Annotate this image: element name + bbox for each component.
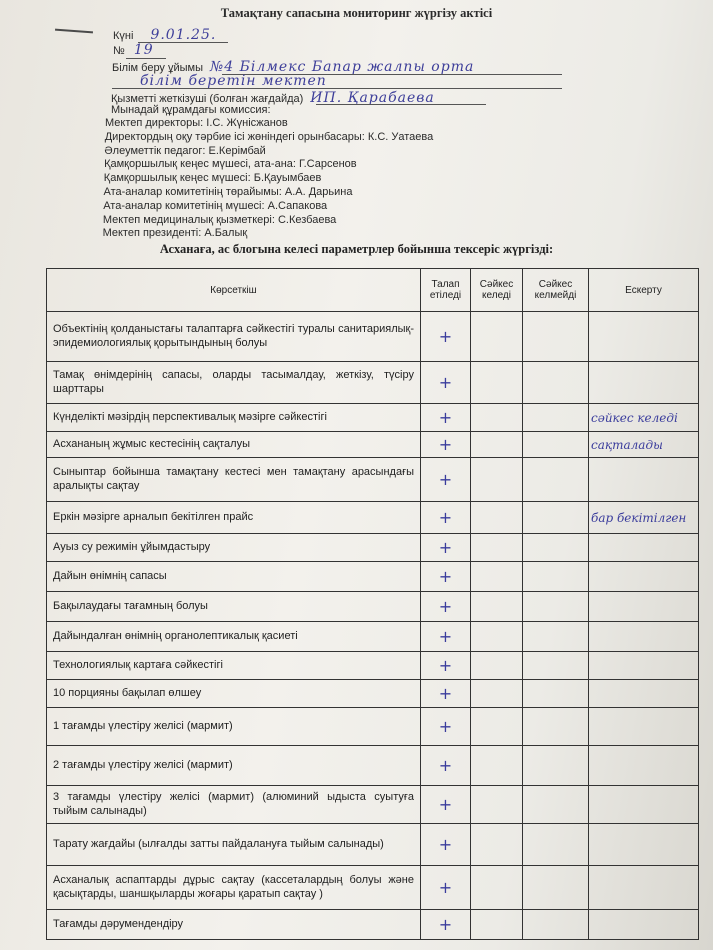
- required-mark: +: [421, 502, 471, 534]
- compliant-cell: [471, 866, 523, 910]
- criterion-cell: Күнделікті мәзірдің перспективалық мәзірге сәйкестігі: [47, 404, 421, 432]
- criterion-cell: Еркін мәзірге арналып бекітілген прайс: [47, 502, 421, 534]
- note-cell: [589, 312, 699, 362]
- table-row: [47, 622, 699, 652]
- table-row: [47, 746, 699, 786]
- noncompliant-cell: [523, 432, 589, 458]
- note-cell: [589, 824, 699, 866]
- supplier-underline: [316, 104, 486, 105]
- noncompliant-cell: [523, 680, 589, 708]
- required-mark: +: [421, 910, 471, 940]
- compliant-cell: [471, 824, 523, 866]
- note-cell: [589, 592, 699, 622]
- supplier-value: ИП. Қарабаева: [310, 90, 435, 106]
- school-value-1: №4 Білмекс Бапар жалпы орта: [210, 59, 475, 75]
- compliant-cell: [471, 362, 523, 404]
- required-mark: +: [421, 312, 471, 362]
- date-line: [113, 27, 216, 43]
- note-cell: [589, 622, 699, 652]
- table-row: [47, 458, 699, 502]
- required-mark: +: [421, 562, 471, 592]
- noncompliant-cell: [523, 746, 589, 786]
- criterion-cell: Ауыз су режимін ұйымдастыру: [47, 534, 421, 562]
- commission-member: Әлеуметтік педагог: Е.Керімбай: [104, 144, 266, 157]
- noncompliant-cell: [523, 652, 589, 680]
- required-mark: +: [421, 458, 471, 502]
- required-mark: +: [421, 824, 471, 866]
- header-required: Талап етіледі: [421, 269, 471, 312]
- compliant-cell: [471, 312, 523, 362]
- note-cell: [589, 910, 699, 940]
- required-mark: +: [421, 680, 471, 708]
- commission-member: Қамқоршылық кеңес мүшесі: Б.Қауымбаев: [103, 172, 322, 185]
- compliant-cell: [471, 432, 523, 458]
- table-row: [47, 502, 699, 534]
- required-mark: +: [421, 534, 471, 562]
- note-cell: [589, 786, 699, 824]
- note-cell: сәйкес келеді: [589, 404, 699, 432]
- noncompliant-cell: [523, 458, 589, 502]
- noncompliant-cell: [523, 502, 589, 534]
- table-row: [47, 652, 699, 680]
- supplier-label: Қызметті жеткізуші (болған жағдайда): [111, 93, 304, 105]
- header-noncompliant: Сәйкес келмейді: [523, 269, 589, 312]
- criterion-cell: Тамақ өнімдерінің сапасы, оларды тасымалдау, жеткізу, түсіру шарттары: [47, 362, 421, 404]
- school-line-2: [140, 73, 327, 89]
- note-cell: [589, 746, 699, 786]
- noncompliant-cell: [523, 622, 589, 652]
- document-title: Тамақтану сапасына мониторинг жүргізу актісі: [220, 6, 493, 20]
- criterion-cell: Сыныптар бойынша тамақтану кестесі мен тамақтану арасындағы аралықты сақтау: [47, 458, 421, 502]
- criterion-cell: 1 тағамды үлестіру желісі (мармит): [47, 708, 421, 746]
- table-row: [47, 592, 699, 622]
- compliant-cell: [471, 458, 523, 502]
- handwritten-dash: [55, 29, 93, 34]
- note-cell: бар бекітілген: [589, 502, 699, 534]
- table-row: [47, 432, 699, 458]
- commission-member: Директордың оқу тәрбие ісі жөніндегі орынбасары: К.С. Уатаева: [104, 130, 434, 143]
- required-mark: +: [421, 866, 471, 910]
- date-value: 9.01.25.: [150, 27, 217, 43]
- table-row: [47, 312, 699, 362]
- commission-member: Қамқоршылық кеңес мүшесі, ата-ана: Г.Сарсенов: [104, 158, 357, 171]
- table-row: [47, 534, 699, 562]
- criterion-cell: Тағамды дәрумендендіру: [47, 910, 421, 940]
- criterion-cell: Тарату жағдайы (ылғалды затты пайдалануға тыйым салынады): [47, 824, 421, 866]
- note-cell: [589, 708, 699, 746]
- table-row: [47, 786, 699, 824]
- required-mark: +: [421, 362, 471, 404]
- table-row: [47, 562, 699, 592]
- required-mark: +: [421, 432, 471, 458]
- note-cell: [589, 866, 699, 910]
- note-cell: [589, 534, 699, 562]
- number-label: №: [113, 45, 125, 57]
- commission-intro: Мынадай құрамдағы комиссия:: [111, 104, 271, 116]
- table-row: [47, 824, 699, 866]
- compliant-cell: [471, 652, 523, 680]
- criterion-cell: Дайындалған өнімнің органолептикалық қасиеті: [47, 622, 421, 652]
- required-mark: +: [421, 746, 471, 786]
- table-row: [47, 680, 699, 708]
- commission-member: Ата-аналар комитетінің мүшесі: А.Сапакова: [103, 199, 328, 212]
- table-header-row: [47, 269, 699, 312]
- noncompliant-cell: [523, 404, 589, 432]
- required-mark: +: [421, 592, 471, 622]
- commission-member: Мектеп директоры: І.С. Жүнісжанов: [105, 117, 288, 129]
- date-label: Күні: [113, 30, 134, 42]
- criterion-cell: 10 порцияны бақылап өлшеу: [47, 680, 421, 708]
- table-caption: Асханаға, ас блогына келесі параметрлер бойынша тексеріс жүргізді:: [159, 242, 554, 256]
- commission-member: Мектеп президенті: А.Балық: [102, 227, 248, 240]
- note-cell: [589, 458, 699, 502]
- compliant-cell: [471, 592, 523, 622]
- table-row: [47, 910, 699, 940]
- noncompliant-cell: [523, 910, 589, 940]
- required-mark: +: [421, 786, 471, 824]
- compliant-cell: [471, 502, 523, 534]
- compliant-cell: [471, 786, 523, 824]
- table-row: [47, 708, 699, 746]
- noncompliant-cell: [523, 312, 589, 362]
- criterion-cell: Асханалық аспаптарды дұрыс сақтау (кассеталардың болуы және қасықтарды, шаншқыларды жоғары қаратып сақтау ): [47, 866, 421, 910]
- noncompliant-cell: [523, 592, 589, 622]
- required-mark: +: [421, 708, 471, 746]
- required-mark: +: [421, 404, 471, 432]
- compliant-cell: [471, 708, 523, 746]
- criterion-cell: 2 тағамды үлестіру желісі (мармит): [47, 746, 421, 786]
- table-row: [47, 362, 699, 404]
- compliant-cell: [471, 746, 523, 786]
- criterion-cell: 3 тағамды үлестіру желісі (мармит) (алюминий ыдыста суытуға тыйым салынады): [47, 786, 421, 824]
- header-note: Ескерту: [589, 269, 699, 312]
- note-cell: [589, 362, 699, 404]
- note-cell: [589, 562, 699, 592]
- note-cell: [589, 652, 699, 680]
- noncompliant-cell: [523, 866, 589, 910]
- criterion-cell: Бақылаудағы тағамның болуы: [47, 592, 421, 622]
- noncompliant-cell: [523, 534, 589, 562]
- commission-member: Ата-аналар комитетінің төрайымы: А.А. Дарьина: [103, 186, 353, 198]
- table-row: [47, 866, 699, 910]
- noncompliant-cell: [523, 708, 589, 746]
- note-cell: сақталады: [589, 432, 699, 458]
- inspection-table: [46, 268, 699, 940]
- criterion-cell: Асхананың жұмыс кестесінің сақталуы: [47, 432, 421, 458]
- header-compliant: Сәйкес келеді: [471, 269, 523, 312]
- compliant-cell: [471, 622, 523, 652]
- compliant-cell: [471, 680, 523, 708]
- note-cell: [589, 680, 699, 708]
- criterion-cell: Объектінің қолданыстағы талаптарға сәйкестігі туралы санитариялық-эпидемиологиялық қорытындының болуы: [47, 312, 421, 362]
- commission-member: Мектеп медициналық қызметкері: С.Кезбаева: [102, 213, 337, 226]
- criterion-cell: Технологиялық картаға сәйкестігі: [47, 652, 421, 680]
- compliant-cell: [471, 910, 523, 940]
- compliant-cell: [471, 562, 523, 592]
- header-indicator: Көрсеткіш: [47, 269, 421, 312]
- noncompliant-cell: [523, 362, 589, 404]
- compliant-cell: [471, 404, 523, 432]
- required-mark: +: [421, 652, 471, 680]
- number-line: [113, 42, 154, 58]
- school-underline-2: [112, 88, 562, 89]
- compliant-cell: [471, 534, 523, 562]
- noncompliant-cell: [523, 786, 589, 824]
- number-value: 19: [133, 42, 154, 58]
- required-mark: +: [421, 622, 471, 652]
- noncompliant-cell: [523, 562, 589, 592]
- table-row: [47, 404, 699, 432]
- noncompliant-cell: [523, 824, 589, 866]
- school-value-2: білім беретін мектеп: [140, 73, 327, 89]
- criterion-cell: Дайын өнімнің сапасы: [47, 562, 421, 592]
- school-label: Білім беру ұйымы: [112, 62, 204, 74]
